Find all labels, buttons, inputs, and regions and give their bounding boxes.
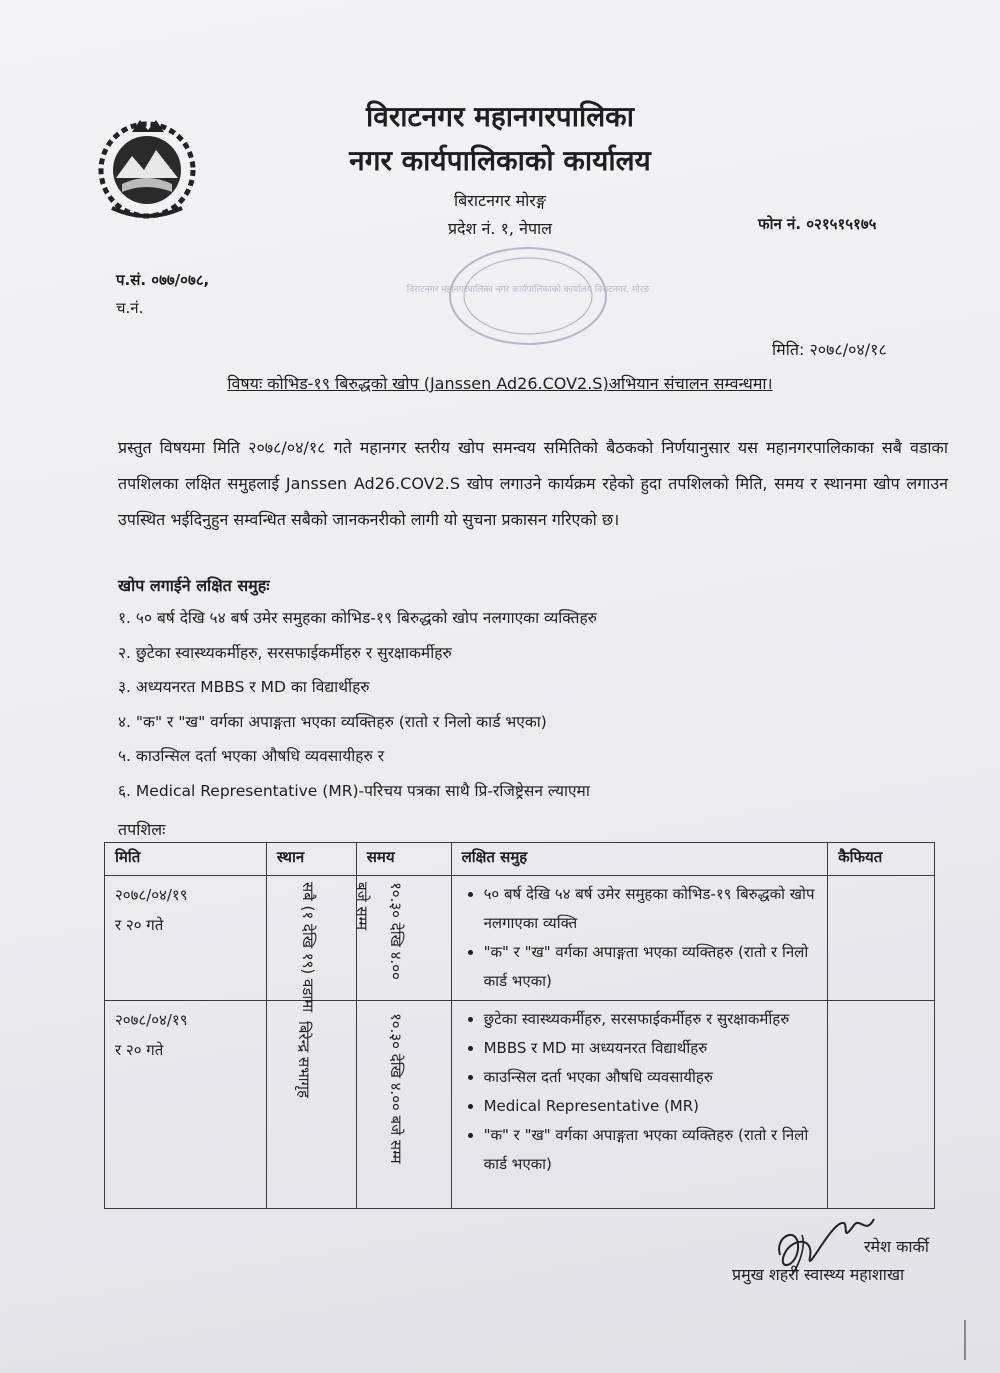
schedule-title: तपशिलः: [118, 820, 166, 839]
list-item: • काउन्सिल दर्ता भएका औषधि व्यवसायीहरु: [484, 1063, 817, 1092]
header-time: समय: [356, 843, 451, 876]
header-place: स्थान: [266, 843, 356, 876]
signatory-name: रमेश कार्की: [864, 1237, 929, 1256]
row-target-group: [451, 1001, 827, 1209]
row-target-list: [462, 880, 817, 996]
list-item: • MBBS र MD मा अध्ययनरत विद्यार्थीहरु: [484, 1034, 817, 1063]
office-name: नगर कार्यपालिकाको कार्यालय: [349, 144, 651, 177]
list-item: • ५० बर्ष देखि ५४ बर्ष उमेर समुहका कोभिड-१९ बिरुद्धको खोप नलगाएका व्यक्ति: [484, 880, 817, 938]
row-date: [105, 1001, 267, 1209]
row-time-value: १०.३० देखि ४.०० बजे सम्म: [352, 882, 405, 980]
reference-cn: च.नं.: [116, 299, 144, 317]
row-date-suffix: र २० गते: [115, 916, 164, 934]
list-item: ४. "क" र "ख" वर्गका अपाङ्गता भएका व्यक्तिहरु (रातो र निलो कार्ड भएका): [118, 712, 547, 731]
office-province: प्रदेश नं. १, नेपाल: [447, 219, 553, 238]
row-place-value: सबै (१ देखि १९) वडामा: [298, 882, 317, 1013]
row-place-value: बिरेन्द्र सभागृह: [294, 1021, 313, 1098]
row-time: [352, 876, 451, 1001]
target-groups-title: खोप लगाईने लक्षित समुहः: [118, 576, 270, 595]
row-time: [356, 1001, 451, 1209]
list-item: १. ५० बर्ष देखि ५४ बर्ष उमेर समुहका कोभिड-१९ बिरुद्धको खोप नलगाएका व्यक्तिहरु: [118, 609, 597, 627]
letter-date: मिति: २०७८/०४/१८: [772, 340, 887, 359]
row-place: [266, 876, 356, 1013]
phone-number: फोन नं. ०२१५१५१७५: [758, 215, 877, 233]
header-target-group: लक्षित समुह: [451, 843, 827, 876]
page-edge-mark: [964, 1320, 966, 1360]
subject-line: [0, 372, 1000, 396]
row-target-list: [462, 1005, 817, 1179]
list-item: • "क" र "ख" वर्गका अपाङ्गता भएका व्यक्तिहरु (रातो र निलो कार्ड भएका): [484, 1121, 817, 1179]
table-row: [105, 876, 935, 1001]
row-place: [266, 1001, 356, 1209]
org-name: विराटनगर महानगरपालिका: [366, 100, 634, 133]
list-item: • Medical Representative (MR): [484, 1092, 817, 1121]
schedule-table: [104, 842, 935, 1209]
table-header-row: [105, 843, 935, 876]
target-groups-list: [118, 606, 597, 813]
list-item: ६. Medical Representative (MR)-परिचय पत्रका साथै प्रि-रजिष्ट्रेसन ल्याएमा: [118, 781, 590, 800]
body-paragraph: प्रस्तुत विषयमा मिति २०७८/०४/१८ गते महानगर स्तरीय खोप समन्वय समितिको बैठकको निर्णयानुसार यस महानगरपालिकाका सबै वडाका तपशिलका लक्षित समुहलाई Janssen Ad26.COV2.S खोप लगाउने कार्यक्रम रहेको हुदा तपशिलको मिति, समय र स्थानमा खोप लगाउन उपस्थित भईदिनुहुन सम्वन्धित सबैको जानकनरीको लागी यो सुचना प्रकासन गरिएको छ।: [118, 438, 948, 529]
list-item: ५. काउन्सिल दर्ता भएका औषधि व्यवसायीहरु र: [118, 747, 385, 765]
table-row: [105, 1001, 935, 1209]
office-stamp: [406, 240, 650, 360]
list-item: ३. अध्ययनरत MBBS र MD का विद्यार्थीहरु: [118, 678, 370, 696]
header-remarks: कैफियत: [828, 843, 935, 876]
row-time-value: १०.३० देखि ४.०० बजे सम्म: [386, 1013, 405, 1164]
stamp-text: विराटनगर महानगरपालिका नगर कार्यपालिकाको कार्यालय विराटनगर, मोरङ: [406, 285, 650, 295]
row-date-value: २०७८/०४/१९: [115, 886, 188, 904]
signatory-title: प्रमुख शहरी स्वास्थ्य महाशाखा: [732, 1265, 905, 1284]
subject-text: विषयः कोभिड-१९ बिरुद्धको खोप (Janssen Ad26.COV2.S)अभियान संचालन सम्वन्धमा।: [227, 374, 773, 393]
row-date-suffix: र २० गते: [115, 1041, 164, 1059]
row-remarks: [828, 1001, 935, 1209]
list-item: २. छुटेका स्वास्थ्यकर्मीहरु, सरसफाईकर्मीहरु र सुरक्षाकर्मीहरु: [118, 643, 452, 662]
row-target-group: [451, 876, 827, 1001]
row-remarks: [828, 876, 935, 1001]
header-date: मिति: [105, 843, 267, 876]
office-city: बिराटनगर मोरङ्ग: [454, 191, 546, 210]
reference-ps: प.सं. ०७७/०७८,: [116, 271, 210, 289]
row-date-value: २०७८/०४/१९: [115, 1011, 188, 1029]
list-item: • "क" र "ख" वर्गका अपाङ्गता भएका व्यक्तिहरु (रातो र निलो कार्ड भएका): [484, 938, 817, 996]
list-item: • छुटेका स्वास्थ्यकर्मीहरु, सरसफाईकर्मीहरु र सुरक्षाकर्मीहरु: [484, 1005, 817, 1034]
row-date: [105, 876, 267, 1001]
